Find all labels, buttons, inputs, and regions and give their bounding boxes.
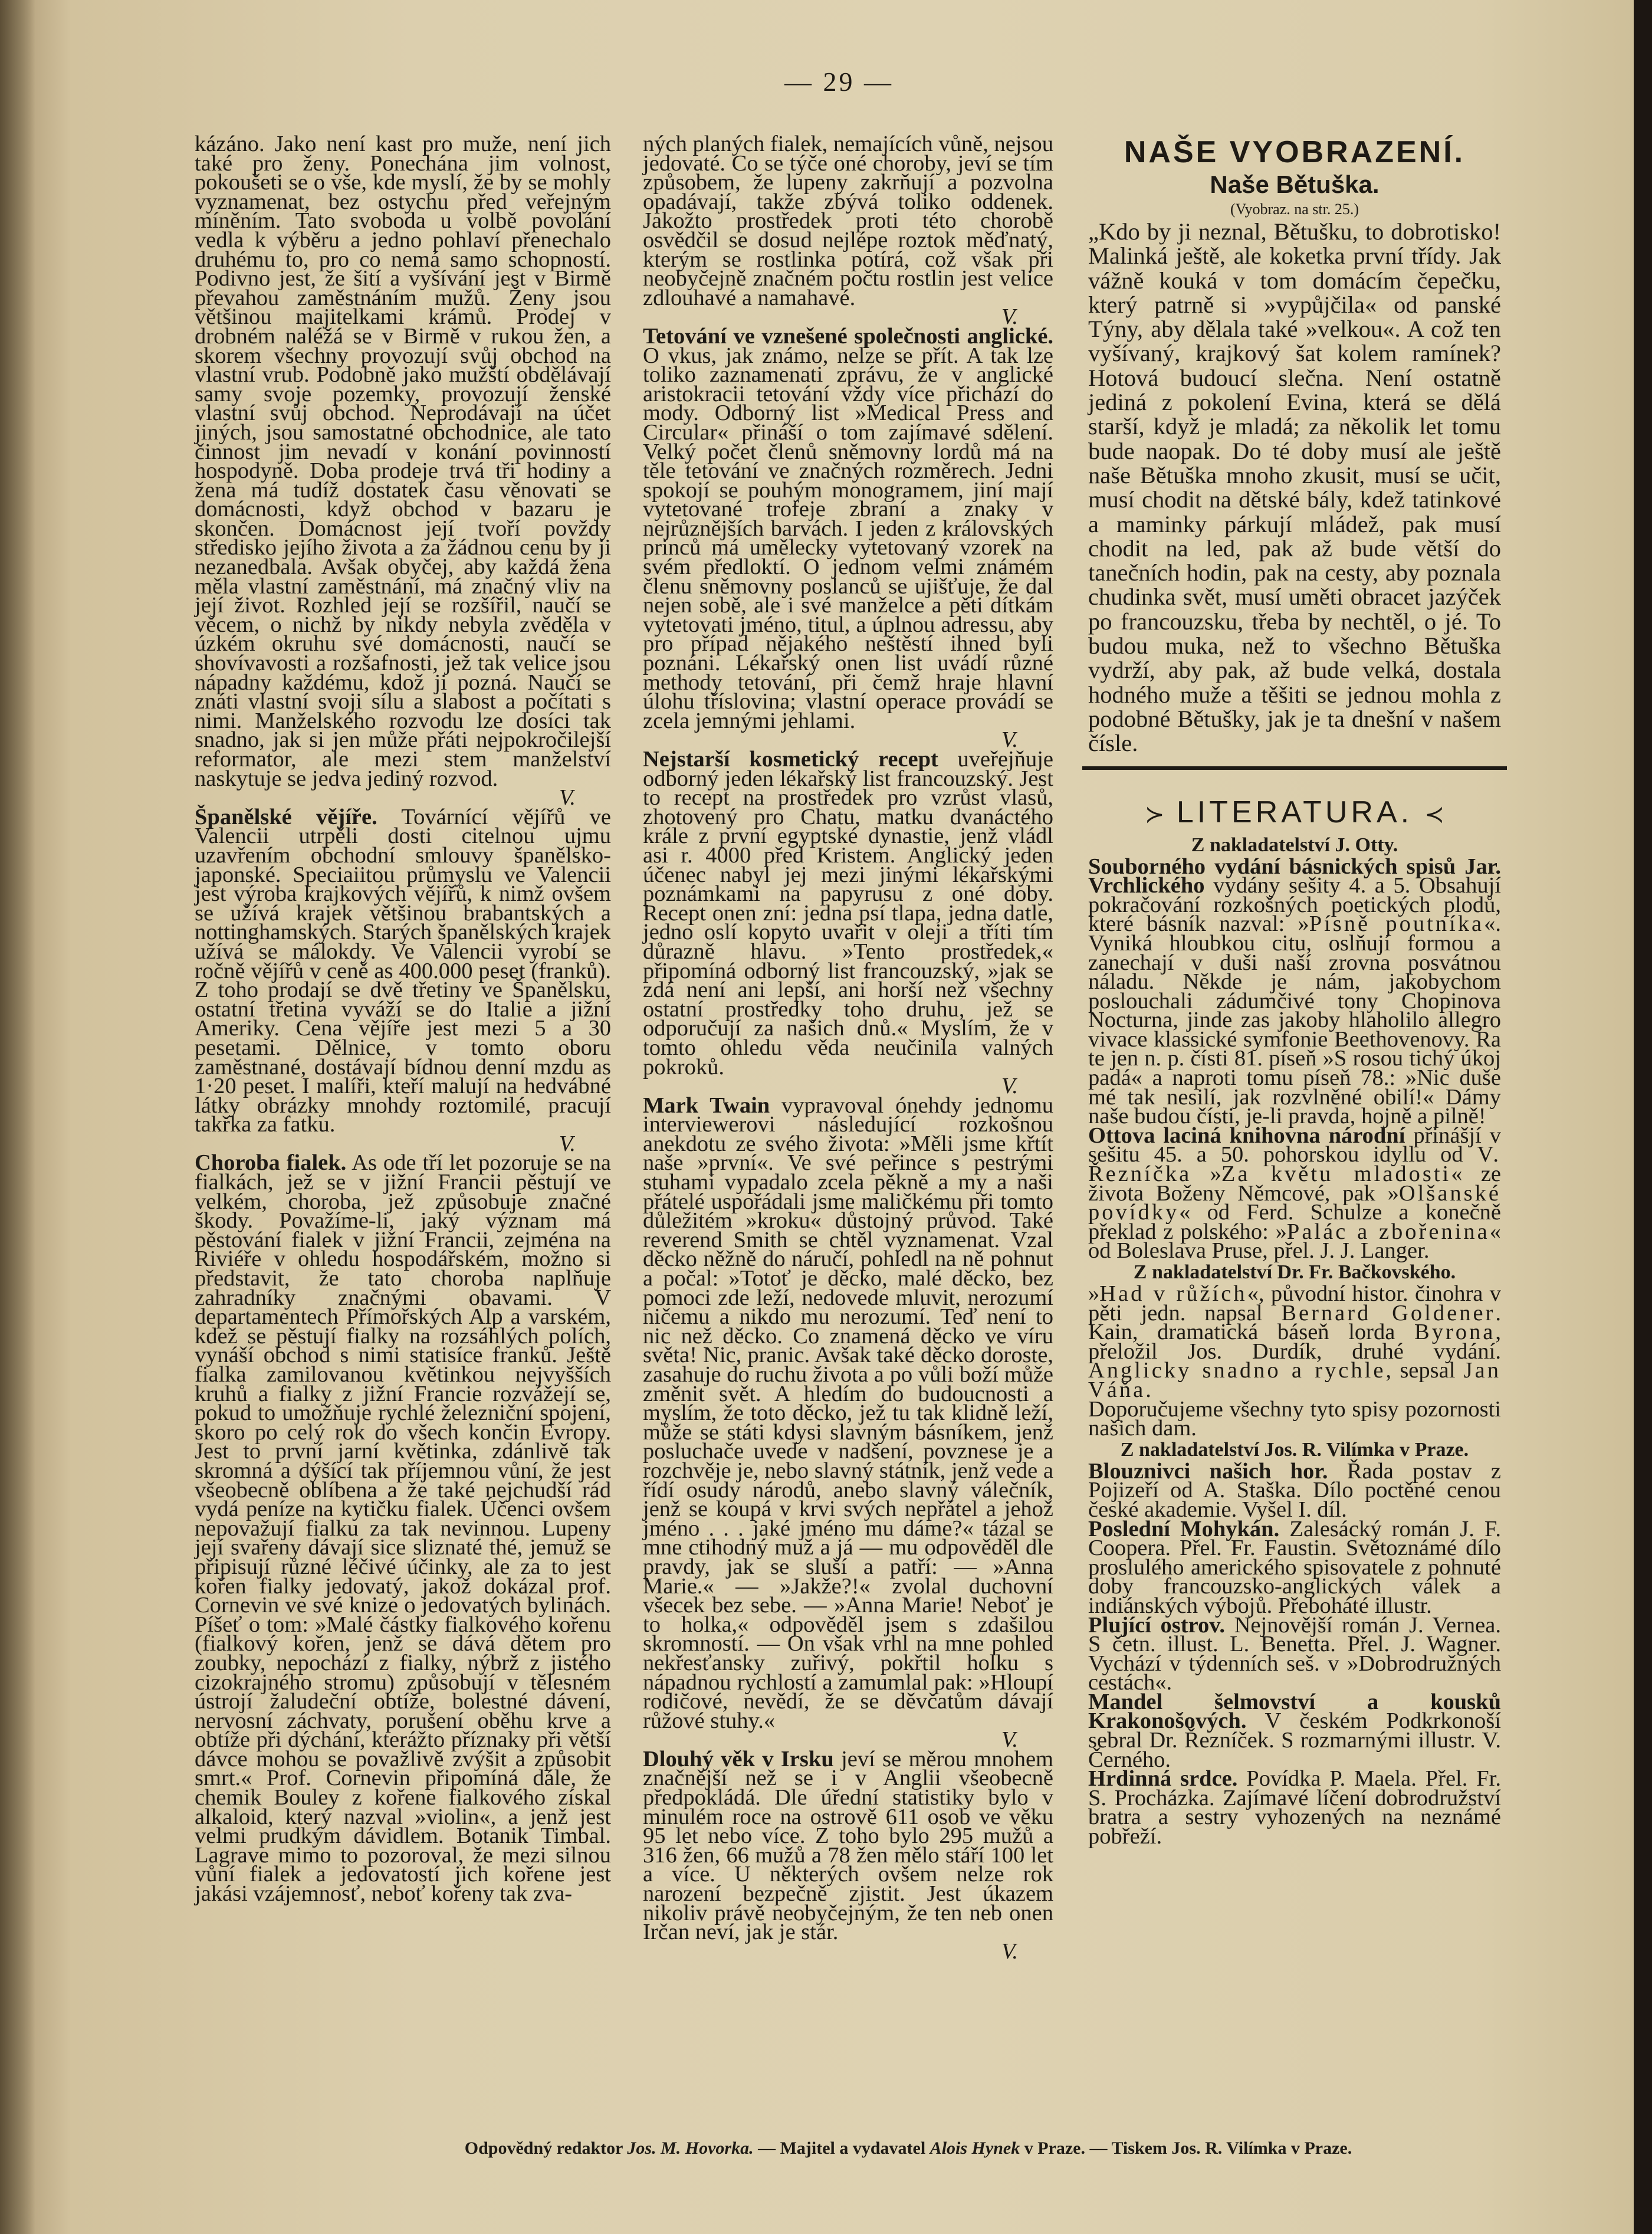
spaced-title: Palác a zbořenina — [1286, 1219, 1490, 1244]
entry-text: vydány sešity 4. a 5. Obsahují pokračování rozkošných poetických plodů, které básník nazval: » — [1088, 873, 1501, 937]
article-heading: Mark Twain — [643, 1093, 770, 1118]
spaced-title: Jan Váňa — [1088, 1358, 1502, 1402]
illustration-note: (Vyobraz. na str. 25.) — [1230, 201, 1359, 218]
spaced-title: Byrona — [1414, 1320, 1496, 1345]
signature: V. — [559, 785, 576, 811]
publisher-heading: Z nakladatelství Dr. Fr. Bačkovského. — [1133, 1261, 1456, 1283]
column-2 — [643, 132, 1053, 1964]
signature: V. — [1001, 304, 1018, 330]
literature-title-text: LITERATURA. — [1176, 795, 1413, 829]
paragraph — [1088, 1396, 1501, 1441]
entry-text: » — [1088, 1281, 1100, 1306]
publisher-name: Alois Hynek — [930, 2138, 1020, 2158]
paragraph — [1088, 1281, 1502, 1402]
paragraph — [643, 1746, 1053, 1964]
paragraph — [643, 132, 1053, 330]
entry-text: « od Ferd. Schulze a konečně překlad z polského: » — [1088, 1200, 1501, 1244]
paragraph — [1088, 1689, 1501, 1772]
entry-heading: Hrdinná srdce. — [1088, 1766, 1238, 1792]
paragraph — [1088, 1766, 1501, 1849]
entry-heading: Blouznivci našich hor. — [1088, 1458, 1328, 1484]
signature: V. — [1001, 1074, 1018, 1099]
entry-text: , přeložil Jos. Durdík, druhé vydání. — [1088, 1320, 1501, 1364]
spaced-title: Anglicky snadno a rychle — [1088, 1358, 1386, 1383]
entry-text: Povídka P. Maela. Přel. Fr. S. Procházka. Zajímavé líčení dobrodružství bratra a sestry vyhozených na neznámé pobřeží. — [1088, 1766, 1501, 1849]
paragraph — [1088, 1612, 1501, 1695]
article-text: As ode tří let pozoruje se na fialkách, jež se v jižní Francii pěstují ve velkém, choroba, jež způsobuje značné škody. Považíme-li, jaký význam má pěstování fialek v jižní Francii, zejména na Riviéře v ohledu hospodářském, možno si představit, že tato choroba naplňuje zahradníky značnými obavami. V departamentech Přímořských Alp a varském, kdež se pěstují fialky na rozsáhlých polích, vynáší obchod s nimi statisíce franků. Ještě fialka zamilovanou květinkou nejvyšších kruhů a fialky z jižní Francie rozvážejí se, pokud to umožňuje rychlé železniční spojení, skoro po celý rok do všech končin Evropy. Jest to první jarní květinka, zdánlivě tak skromná a dýšící tak příjemnou vůní, že jest všeobecně oblíbena a že také nejchudší rád vydá peníze na kytičku fialek. Účenci ovšem nepovažují fialku za tak nevinnou. Lupeny její svařeny dávají sice sliznaté thé, jemuž se připisují různé léčivé účinky, ale za to jest kořen fialky jedovatý, jakož dokázal prof. Cornevin ve své knize o jedovatých bylinách. Píšeť o tom: »Malé částky fialkového kořenu (fialkový kořen, jenž se dává dětem pro zoubky, nepochází z fialky, nýbrž z jistého cizokrajného stromu) způsobují v tělesném ústrojí žaludeční obtíže, bolestné dávení, nervosní záchvaty, porušení oběhu krve a obtíže při dýchání, kterážto příznaky při větší dávce mohou se považlivě zvýšit a způsobit smrt.« Prof. Cornevin připomíná dále, že chemik Bouley z kořene fialkového získal alkaloid, který nazval »violin«, a jenž jest velmi prudkým dávidlem. Botanik Timbal. Lagrave mimo to pozoroval, že mezi silnou vůní fialek a jedovatostí jich kořene jest jakási vzájemnosť, neboť kořeny tak zva- — [195, 1150, 611, 1907]
paragraph — [195, 804, 611, 1156]
article-text: „Kdo by ji neznal, Bětušku, to dobrotisko! Malinká ještě, ale koketka první třídy. Jak vážně kouká v tom domácím čepečku, který patrně si »vypůjčila« od panské Týny, aby dělala také »velkou«. A což ten vyšívaný, krajkový šat kolem ramínek? Hotová budoucí slečna. Není ostatně jediná z pokolení Evina, která se dělá starší, když je mladá; za několik let tomu bude naopak. Do té doby musí ale ještě naše Bětuška mnoho zkusit, musí se učit, musí chodit na dětské bály, kdež tatinkové a maminky párkují mládež, pak musí chodit na led, pak až bude větší do tanečních hodin, pak na cesty, aby poznala chudinka svět, musí uměti obracet jazýček po francouzsku, třeba by nechtěl, o jé. To budou muka, než to všechno Bětuška vydrží, aby pak, až bude velká, dostala hodného muže a těšiti se jednou mohla z podobné Bětušky, jak je ta dnešní v našem čísle. — [1088, 218, 1501, 757]
entry-text: . — [1145, 1377, 1151, 1402]
entry-text: « od Boleslava Pruse, přel. J. J. Langer. — [1088, 1219, 1501, 1264]
paragraph — [643, 747, 1053, 1099]
spaced-title: Bernard Goldener — [1281, 1300, 1496, 1326]
article-text: O vkus, jak známo, nelze se přít. A tak lze toliko zaznamenati zprávu, že v anglické aristokracii tetování vždy více přichází do mody. Odborný list »Medical Press and Circular« přináší o tom zajímavé sdělení. Velký počet členů sněmovny lordů má na těle tetování ve značných rozměrech. Jedni spokojí se pouhým monogramem, jiní mají vytetované trofeje zbraní a znaky v nejrůznějších barvách. I jeden z královských princů má umělecky vytetovaný vzorek na svém předloktí. O jednom velmi známém členu sněmovny poslanců se ujišťuje, že dal nejen sobě, ale i své manželce a pěti dítkám vytetovati jméno, titul, a úplnou adressu, aby pro případ nějakého neštěstí ihned byli poznáni. Lékařský onen list uvádí různé methody tetování, při čemž hraje hlavní úlohu tříslovina; vlastní operace provádí se zcela jemnými jehlami. — [643, 343, 1053, 733]
signature: V. — [1001, 1727, 1018, 1753]
paragraph — [195, 132, 611, 811]
article-text: kázáno. Jako není kast pro muže, není jich také pro ženy. Ponechána jim volnost, pokoušeti se o vše, kde myslí, že by se mohly vyznamenat, bez ostychu před veřejným míněním. Tato svoboda u volbě povolání vedla k výběru a jedno pohlaví přenechalo druhému to, pro co nemá samo schopností. Podivno jest, že šití a vyšívání jest v Birmě převahou zaměstnáním mužů. Ženy jsou většinou majitelkami krámů. Prodej v drobném naléžá se v Birmě v rukou žen, a skorem všechny provozují svůj obchod na vlastní vrub. Podobně jako mužští obdělávají samy svoje pozemky, provozují ženské vlastní svůj obchod. Neprodávají na účet jiných, jsou samostatné obchodnice, ale tato činnost jim nevadí v konání povinností hospodyně. Doba prodeje trvá tři hodiny a žena má tudíž dostatek času věnovati se domácnosti, když obchod v bazaru je skončen. Domácnost její tvoří povždy středisko jejího života a za žádnou cenu by ji nezanedbala. Avšak obyčej, aby každá žena měla vlastní zaměstnání, má značný vliv na její život. Rozhled její se rozšířil, naučí se věcem, o nichž by nikdy nebyla zvěděla v úzkém okruhu své domácnosti, naučí se shovívavosti a rozšafnosti, jež tak velice jsou nápadny každému, kdož ji pozná. Naučí se znáti vlastní svoji sílu a slabost a počítati s nimi. Manželského rozvodu lze dosíci tak snadno, jak si jen může přáti nejpokročilejší reformator, ale mezi stem manželství naskytuje se jedva jediný rozvod. — [195, 132, 611, 791]
entry-text: . Kain, dramatická báseň lorda — [1088, 1300, 1501, 1345]
footer-text: Odpovědný redaktor — [464, 2138, 628, 2158]
page-number: — 29 — — [784, 67, 894, 97]
entry-text: , sepsal — [1385, 1358, 1464, 1383]
footer-text: — Majitel a vydavatel — [753, 2138, 930, 2158]
arrow-left-icon: ≻ — [1144, 801, 1165, 828]
paragraph — [1088, 1458, 1501, 1522]
paragraph — [195, 1150, 611, 1907]
paragraph — [1088, 1516, 1501, 1618]
paragraph — [1088, 1123, 1502, 1264]
column-3 — [1088, 135, 1502, 1849]
spaced-title: Had v růžích — [1099, 1281, 1247, 1306]
publisher-heading: Z nakladatelství J. Otty. — [1191, 834, 1398, 856]
signature: V. — [1001, 1938, 1018, 1964]
entry-text: Doporučujeme všechny tyto spisy pozornosti našich dam. — [1088, 1396, 1501, 1441]
article-heading: Nejstarší kosmetický recept — [643, 747, 938, 772]
article-title: Naše Bětuška. — [1210, 170, 1380, 198]
publisher-heading: Z nakladatelství Jos. R. Vilímka v Praze. — [1120, 1438, 1469, 1461]
signature: V. — [559, 1131, 576, 1156]
article-text: vypravoval ónehdy jednomu interviewerovi následující rozkošnou anekdotu ze svého života: »Měli jsme křtít naše »první«. Ve své peřince s pestrými stuhami vypadalo zcela pěkně a my a naši přátelé uspořádali jsme maličkému při tomto důležitém »kroku« důstojný průvod. Také reverend Smith se chtěl vyznamenat. Vzal děcko něžně do náručí, pohledl na ně pohnut a počal: »Totoť je děcko, malé děcko, bez pomoci zde leží, nedovede mluvit, nerozumí ničemu a nikdo mu nerozumí. Teď není to nic než děcko. Co znamená děcko ve víru světa! Nic, pranic. Avšak také děcko doroste, zasahuje do ruchu života a po vůli boží může změnit svět. A hledím do budoucnosti a myslím, že toto děcko, jež tu tak klidně leží, může se státi kdysi slavným básníkem, jenž posluchače uvede v nadšení, povznese je a rozchvěje je, nebo slavný státník, jenž vede a řídí osudy národů, anebo slavný válečník, jenž se koupá v krvi svých nepřátel a jehož jméno . . . jaké jméno mu dáme?« tázal se mne ctihodný muž a já — mu odpověděl dle pravdy, jak se sluší a patří: — »Anna Marie.« — »Jakže?!« zvolal duchovní všecek bez sebe. — »Anna Marie! Neboť je to holka,« odpověděl jsem s zdašilou skromností. — On však vrhl na mne pohled nekřesťansky zuřivý, pokřtil holku s nápadnou rychlostí a zamumlal pak: »Hloupí rodičové, nevědí, že se děvčatům dávají růžové stuhy.« — [643, 1093, 1053, 1733]
spaced-title: V. Řezníčka — [1088, 1142, 1501, 1187]
entry-heading: Poslední Mohykán. — [1088, 1516, 1280, 1541]
entry-text: Řada postav z Pojizeří od A. Staška. Dílo poctěné cenou české akademie. Vyšel I. díl. — [1088, 1458, 1501, 1522]
paragraph — [1088, 854, 1501, 1129]
imprint-footer — [377, 2138, 1439, 2158]
entry-text: Zalesácký román J. F. Coopera. Přel. Fr. Faustin. Světoznámé dílo proslulého amerického spisovatele z pohnuté doby francouzsko-anglických válek a indiánských výbojů. Přeboháté illustr. — [1088, 1516, 1501, 1618]
paragraph — [643, 323, 1053, 753]
binding-shadow — [0, 0, 35, 2234]
entry-text: Nejnovější román J. Vernea. S četn. illust. L. Benetta. Přel. J. Wagner. Vychází v týdenních seš. v »Dobrodružných cestách«. — [1088, 1612, 1501, 1695]
spaced-title: Písně poutníka — [1309, 911, 1484, 937]
article-text: uveřejňuje odborný jeden lékařský list francouzský. Jest to recept na prostředek pro vzrůst vlasů, zhotovený pro Chatu, matku dvanáctého krále z první egyptské dynastie, jenž vládl asi r. 4000 před Kristem. Anglický jeden účenec nabyl jej mezi jinými lékařskými poznámkami na papyrusu z oné doby. Recept onen zní: jedna psí tlapa, jedna datle, jedno oslí kopyto uvařit v oleji a tříti tím důrazně hlavu. »Tento prostředek,« připomíná odborný list francouzský, »jak se zdá není ani lepší, ani horší než všechny ostatní prostředky toho druhu, jež se odporučují za našich dnů.« Myslím, že v tomto ohledu věda neučinila valných pokroků. — [643, 747, 1053, 1080]
literature-title — [1088, 793, 1501, 834]
article-heading: Dlouhý věk v Irsku — [643, 1746, 834, 1772]
article-text: Továrnící vějířů ve Valencii utrpěli dosti citelnou ujmu uzavřením obchodní smlouvy španělsko-japonské. Speciaiitou průmyslu ve Valencii jest výroba krajkových vějířů, k nimž ovšem se užívá krajek většinou brabantských a nottinghamských. Starých španělských krajek užívá se málokdy. Ve Valencii vyrobí se ročně vějířů v ceně as 400.000 peset (franků). Z toho prodají se dvě třetiny ve Španělsku, ostatní třetina vyváží se do Italie a jižní Ameriky. Cena vějíře jest mezi 5 a 30 pesetami. Dělnice, v tomto oboru zaměstnané, dostávají bídnou denní mzdu as 1·20 peset. I malíři, kteří malují na hedvábné látky obrázky mnohdy roztomilé, pracují takřka za fatku. — [195, 804, 611, 1137]
paragraph — [643, 1093, 1053, 1753]
entry-heading: Plující ostrov. — [1088, 1612, 1225, 1638]
entry-heading: Mandel šelmovství a kousků Krakonošových. — [1088, 1689, 1501, 1734]
article-heading: Choroba fialek. — [195, 1150, 347, 1176]
article-heading: Tetování ve vznešené společnosti anglické. — [643, 323, 1053, 349]
arrow-right-icon: ≺ — [1424, 801, 1445, 828]
spaced-title: Za květu mladosti — [1221, 1162, 1451, 1187]
entry-text: «, původní histor. činohra v pěti jedn. napsal — [1088, 1281, 1501, 1326]
section-title: NAŠE VYOBRAZENÍ. — [1124, 135, 1466, 169]
entry-heading: Souborného vydání básnických spisů Jar. Vrchlického — [1088, 854, 1501, 898]
section-divider — [1082, 766, 1507, 770]
entry-text: » — [1191, 1162, 1221, 1187]
article-text: ných planých fialek, nemajících vůně, nejsou jedovaté. Co se týče oné choroby, jeví se tím způsobem, že lupeny zakrňují a pozvolna opadávají, takže zbývá toliko oddenek. Jakožto prostředek proti této chorobě osvědčil se dosud nejlépe roztok měďnatý, kterým se rostlinka potírá, což však při neobyčejně značném počtu rostlin jest velice zdlouhavé a namahavé. — [643, 132, 1053, 310]
entry-text: přinášjí v sešitu 45. a 50. pohorskou idyllu od — [1088, 1123, 1501, 1167]
article-heading: Španělské vějíře. — [195, 804, 377, 829]
entry-heading: Ottova laciná knihovna národní — [1088, 1123, 1405, 1148]
editor-name: Jos. M. Hovorka. — [627, 2138, 754, 2158]
signature: V. — [1001, 727, 1018, 753]
article-text: jeví se měrou mnohem značnější než se i v Anglii všeobecně předpokládá. Dle úřední statistiky bylo v minulém roce na ostrově 611 osob ve věku 95 let nebo více. Z toho bylo 295 mužů a 316 žen, 66 mužů a 78 žen mělo stáří 100 let a více. U některých ovšem nelze rok narození bezpečně zjistit. Jest úkazem nikoliv právě neobyčejným, že ten neb onen Irčan neví, jak je stár. — [643, 1746, 1053, 1945]
entry-text: «. Vyniká hloubkou citu, oslňují formou a zanechají v duši naší zrovna posvátnou náladu. Někde je nám, jakobychom poslouchali zádumčivé tony Chopinova Nocturna, jinde zas jakoby hlaholilo allegro vivace klassické symfonie Beethovenovy. Ra te jen n. p. čísti 81. píseň »S rosou tichý úkoj padá« a naproti tomu píseň 78.: »Nic duše mé tak nesilí, jak rozvlněné obilí!« Dámy naše budou čísti, je-li pravda, hojně a pilně! — [1088, 911, 1501, 1129]
footer-text: v Praze. — Tiskem Jos. R. Vilímka v Praze. — [1020, 2138, 1352, 2158]
entry-text: V českém Podkrkonoší sebral Dr. Řezníček. S rozmarnými illustr. V. Černého. — [1088, 1708, 1501, 1772]
column-1 — [195, 132, 611, 1907]
entry-text: « ze života Boženy Němcové, pak » — [1088, 1162, 1502, 1206]
spaced-title: Olšanské povídky — [1088, 1180, 1501, 1225]
